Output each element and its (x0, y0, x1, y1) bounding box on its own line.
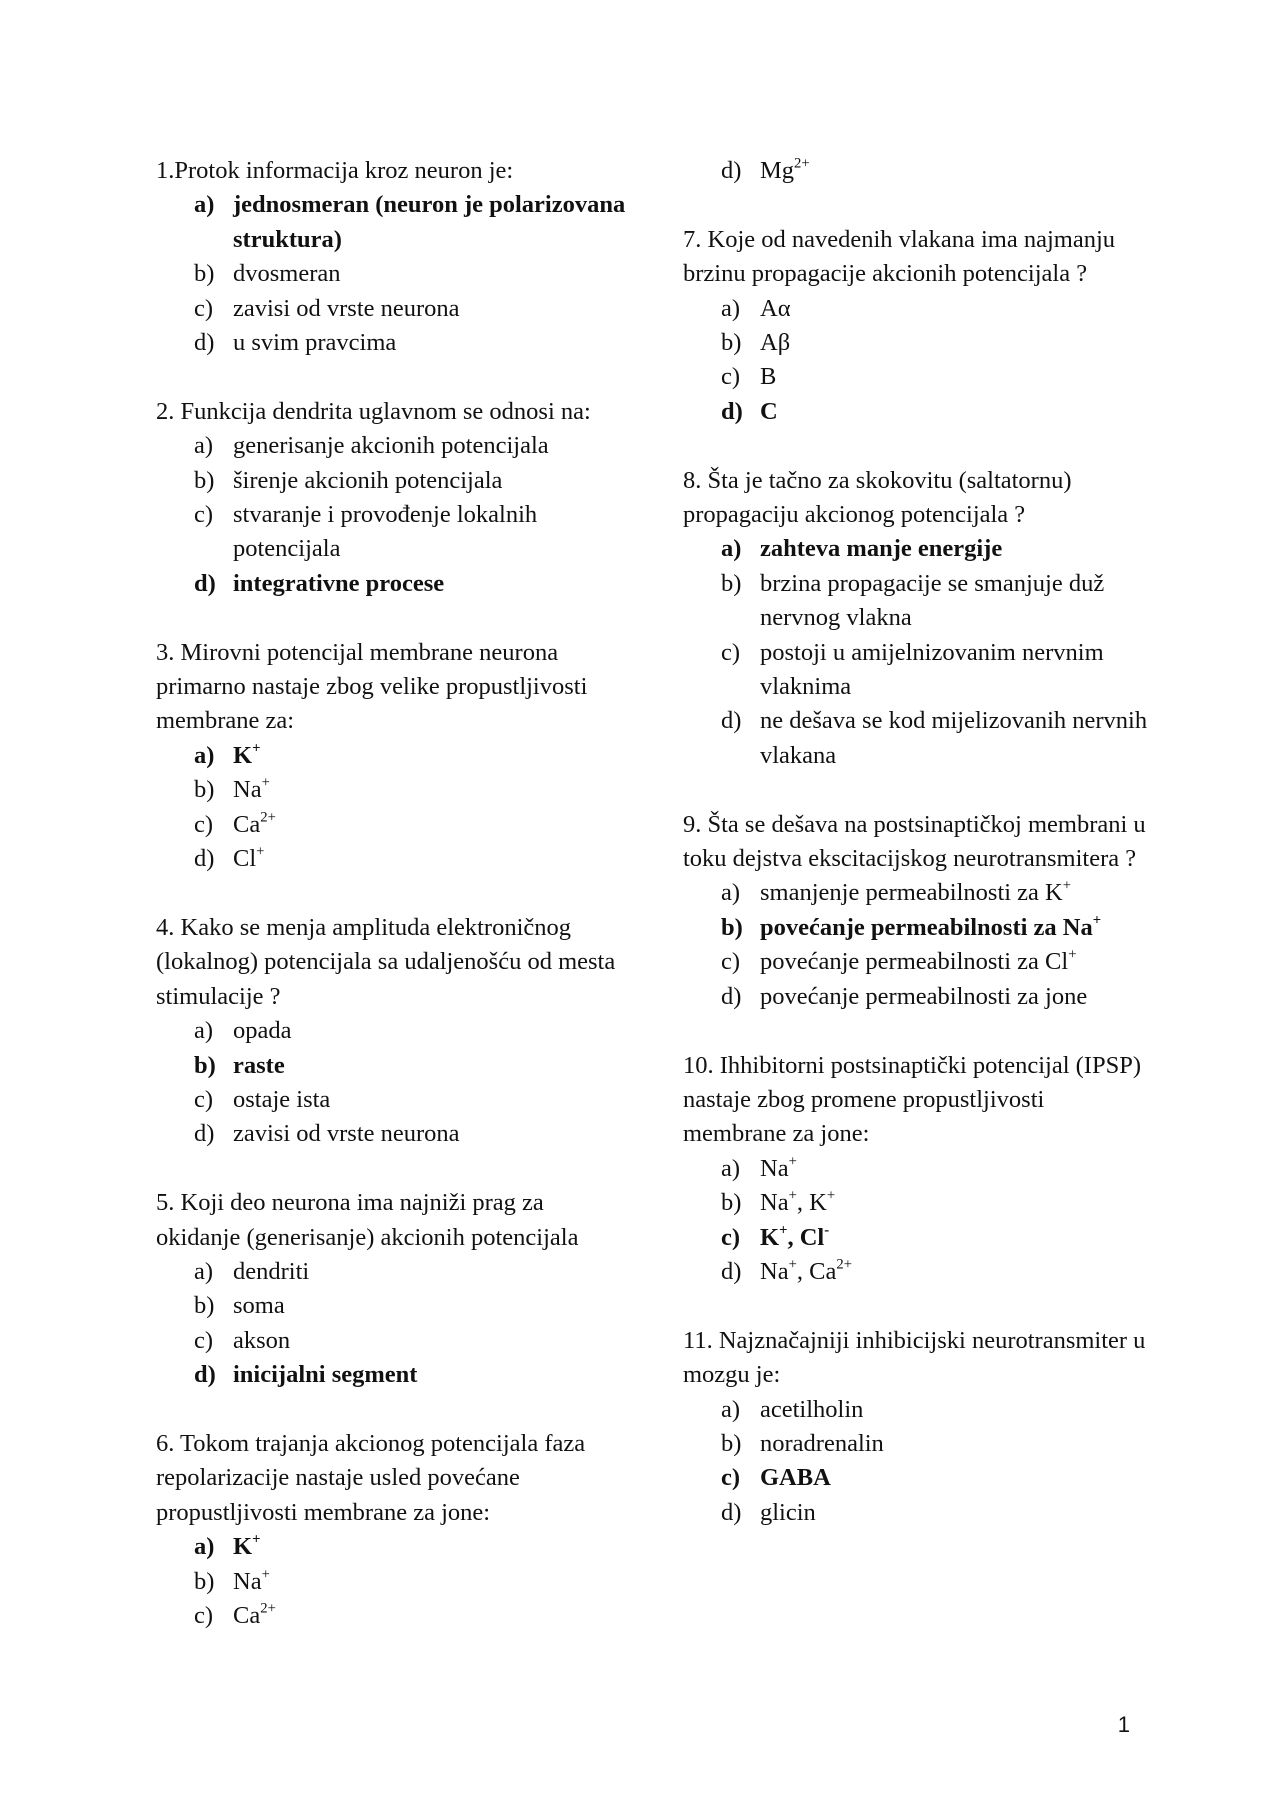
charge-superscript: 2+ (260, 809, 276, 826)
answer-option (156, 808, 626, 842)
option-text: povećanje permeabilnosti za jone (760, 982, 1088, 1010)
charge-superscript: 2+ (836, 1256, 852, 1273)
question-stem: 9. Šta se dešava na postsinaptičkoj membrani u toku dejstva ekscitacijskog neurotransmitera ? (683, 810, 1146, 873)
question-stem: 6. Tokom trajanja akcionog potencijala faza repolarizacije nastaje usled povećane propustljivosti membrane za jone: (156, 1429, 586, 1526)
option-label: b) (721, 913, 743, 941)
answer-option-correct (156, 188, 626, 257)
question-10 (683, 1049, 1153, 1290)
answer-option (156, 257, 626, 291)
answer-option (156, 1255, 626, 1289)
charge-superscript: + (261, 1566, 270, 1583)
option-label: c) (194, 1601, 214, 1629)
option-text: postoji u amijelnizovanim nervnim vlaknima (760, 638, 1104, 701)
answer-option (156, 773, 626, 807)
option-label: b) (721, 569, 742, 597)
charge-superscript: + (1068, 947, 1077, 964)
answer-option-correct (156, 1049, 626, 1083)
answer-option (156, 1324, 626, 1358)
option-label: b) (194, 466, 215, 494)
charge-superscript: + (788, 1153, 797, 1170)
option-text: Na+, K+ (760, 1187, 836, 1217)
answer-option (683, 945, 1153, 979)
option-label: a) (721, 1154, 741, 1182)
answer-option-correct (683, 1461, 1153, 1495)
charge-superscript: + (1092, 912, 1102, 929)
option-label: d) (721, 982, 742, 1010)
answer-option-correct (683, 911, 1153, 945)
option-text: akson (233, 1326, 291, 1354)
answer-option (156, 1117, 626, 1151)
charge-superscript: + (788, 1187, 797, 1204)
answer-option (683, 876, 1153, 910)
option-label: c) (194, 294, 214, 322)
answer-option (683, 704, 1153, 773)
answer-option (156, 1289, 626, 1323)
charge-superscript: - (824, 1222, 830, 1239)
question-stem: 2. Funkcija dendrita uglavnom se odnosi na: (156, 397, 591, 425)
answer-option (683, 1393, 1153, 1427)
option-text: zavisi od vrste neurona (233, 294, 460, 322)
option-text: u svim pravcima (233, 329, 397, 357)
question-11 (683, 1324, 1153, 1530)
question-5 (156, 1186, 626, 1392)
option-text: inicijalni segment (233, 1361, 418, 1389)
option-text: K+, Cl- (760, 1222, 830, 1251)
answer-option-correct (156, 1530, 626, 1564)
left-column (156, 154, 626, 1633)
question-stem: 1.Protok informacija kroz neuron je: (156, 157, 514, 184)
option-text: $Ca^{2+}$ (233, 809, 276, 838)
charge-superscript: + (779, 1222, 788, 1239)
option-text: raste (233, 1051, 285, 1079)
option-text: opada (233, 1017, 292, 1045)
answer-option (156, 1599, 626, 1633)
option-label: d) (194, 329, 215, 357)
question-4 (156, 911, 626, 1152)
question-stem: 5. Koji deo neurona ima najniži prag za okidanje (generisanje) akcionih potencijala (156, 1189, 579, 1251)
option-label: a) (194, 1533, 215, 1561)
option-text: širenje akcionih potencijala (233, 466, 503, 494)
answer-option (156, 1014, 626, 1048)
answer-option (683, 1152, 1153, 1186)
answer-option (683, 636, 1153, 705)
option-text: smanjenje permeabilnosti za K+ (760, 878, 1072, 907)
option-label: d) (194, 1361, 216, 1389)
option-label: a) (194, 741, 215, 769)
answer-option-correct (156, 739, 626, 773)
answer-option (683, 980, 1153, 1014)
option-text: generisanje akcionih potencijala (233, 432, 549, 460)
option-text: ne dešava se kod mijelizovanih nervnih vlakana (760, 707, 1148, 769)
charge-superscript: 2+ (260, 1600, 276, 1617)
option-label: b) (721, 329, 742, 357)
answer-option-correct (683, 532, 1153, 566)
charge-superscript: 2+ (794, 155, 810, 172)
option-label: c) (721, 638, 741, 666)
question-7 (683, 223, 1153, 429)
answer-option-correct (683, 1221, 1153, 1255)
answer-option (156, 842, 626, 876)
question-9 (683, 808, 1153, 1014)
answer-option (683, 326, 1153, 360)
option-text: Na+, $Ca^{2+}$ (760, 1256, 852, 1285)
option-text: stvaranje i provođenje lokalnih potencijala (233, 501, 538, 563)
answer-option-correct (156, 1358, 626, 1392)
option-label: a) (721, 1395, 741, 1423)
option-label: b) (721, 1429, 742, 1457)
option-label: d) (721, 1257, 742, 1285)
option-text: jednosmeran (neuron je polarizovana struktura) (233, 191, 626, 253)
option-label: c) (194, 501, 214, 529)
option-text: Na+ (233, 775, 270, 804)
question-stem: 8. Šta je tačno za skokovitu (saltatornu) propagaciju akcionog potencijala ? (683, 466, 1072, 529)
option-label: c) (194, 1085, 214, 1113)
option-label: a) (721, 879, 741, 907)
option-text: Cl+ (233, 843, 265, 873)
option-text: $Mg^{2+}$ (760, 155, 810, 184)
option-label: a) (194, 432, 214, 460)
option-label: b) (721, 1189, 742, 1217)
page-number: 1 (1117, 1712, 1130, 1737)
answer-option (156, 326, 626, 360)
option-label: d) (194, 569, 216, 597)
answer-option (156, 498, 626, 567)
option-text: K+ (233, 740, 261, 769)
option-text: $Ca^{2+}$ (233, 1600, 276, 1629)
option-text: B (760, 363, 777, 391)
option-text: K+ (233, 1531, 261, 1561)
question-stem: 11. Najznačajniji inhibicijski neurotransmiter u mozgu je: (683, 1326, 1146, 1389)
question-6 (156, 1427, 626, 1633)
option-label: b) (194, 1292, 215, 1320)
answer-option (156, 1083, 626, 1117)
option-text: soma (233, 1292, 285, 1320)
answer-option (683, 1427, 1153, 1461)
option-label: b) (194, 1051, 216, 1079)
question-1 (156, 154, 626, 360)
option-label: a) (721, 535, 742, 563)
question-8 (683, 464, 1153, 774)
option-label: c) (721, 1223, 741, 1251)
option-label: d) (721, 397, 743, 425)
option-text: noradrenalin (760, 1429, 884, 1457)
answer-option (156, 464, 626, 498)
answer-option-correct (683, 395, 1153, 429)
charge-superscript: + (261, 775, 270, 791)
question-3 (156, 636, 626, 877)
option-text: acetilholin (760, 1395, 864, 1423)
answer-option-correct (156, 567, 626, 601)
option-label: c) (194, 810, 214, 838)
answer-option (683, 1496, 1153, 1530)
option-text: C (760, 397, 778, 425)
option-label: d) (721, 1498, 742, 1526)
option-text: GABA (760, 1464, 831, 1492)
question-stem: 7. Koje od navedenih vlakana ima najmanju brzinu propagacije akcionih potencijala ? (683, 225, 1116, 288)
charge-superscript: + (826, 1187, 836, 1204)
answer-option (683, 292, 1153, 326)
option-label: a) (721, 294, 741, 322)
option-label: c) (721, 1464, 741, 1492)
charge-superscript: + (252, 740, 261, 757)
option-label: b) (194, 776, 215, 804)
question-6-continued (683, 154, 1153, 188)
answer-option (683, 1255, 1153, 1289)
option-label: c) (721, 948, 741, 976)
answer-option (683, 1186, 1153, 1220)
question-stem: 4. Kako se menja amplituda elektroničnog (lokalnog) potencijala sa udaljenošću od mesta stimulacije ? (156, 913, 616, 1010)
option-label: b) (194, 1567, 215, 1595)
option-text: Aβ (760, 329, 791, 357)
answer-option (156, 292, 626, 326)
charge-superscript: + (788, 1256, 797, 1273)
option-text: povećanje permeabilnosti za Na+ (760, 912, 1102, 941)
option-label: a) (194, 1257, 214, 1285)
option-text: dendriti (233, 1257, 310, 1285)
answer-option (683, 154, 1153, 188)
option-label: b) (194, 260, 215, 288)
charge-superscript: + (1062, 878, 1072, 895)
right-column (683, 154, 1153, 1530)
question-stem: 3. Mirovni potencijal membrane neurona primarno nastaje zbog velike propustljivosti membrane za: (156, 638, 588, 735)
answer-option (683, 567, 1153, 636)
option-label: c) (721, 363, 741, 391)
question-2 (156, 395, 626, 601)
option-text: brzina propagacije se smanjuje duž nervnog vlakna (760, 569, 1105, 632)
answer-option (156, 429, 626, 463)
option-text: glicin (760, 1498, 816, 1526)
option-text: integrativne procese (233, 569, 445, 597)
option-label: a) (194, 1017, 214, 1045)
charge-superscript: + (252, 1531, 261, 1548)
option-text: ostaje ista (233, 1085, 331, 1113)
option-text: povećanje permeabilnosti za Cl+ (760, 947, 1077, 976)
option-label: d) (194, 1120, 215, 1148)
charge-superscript: + (256, 843, 265, 860)
option-text: zavisi od vrste neurona (233, 1120, 460, 1148)
answer-option (156, 1565, 626, 1599)
option-label: d) (721, 157, 742, 184)
option-label: c) (194, 1326, 214, 1354)
option-label: d) (194, 845, 215, 873)
option-label: d) (721, 707, 742, 735)
option-text: Na+ (233, 1566, 270, 1595)
option-text: Aα (760, 294, 791, 322)
option-text: dvosmeran (233, 260, 341, 288)
question-stem: 10. Ihhibitorni postsinaptički potencijal (IPSP) nastaje zbog promene propustljivosti membrane za jone: (683, 1051, 1141, 1148)
option-label: a) (194, 191, 215, 219)
option-text: zahteva manje energije (760, 535, 1003, 563)
answer-option (683, 360, 1153, 394)
option-text: Na+ (760, 1153, 797, 1182)
